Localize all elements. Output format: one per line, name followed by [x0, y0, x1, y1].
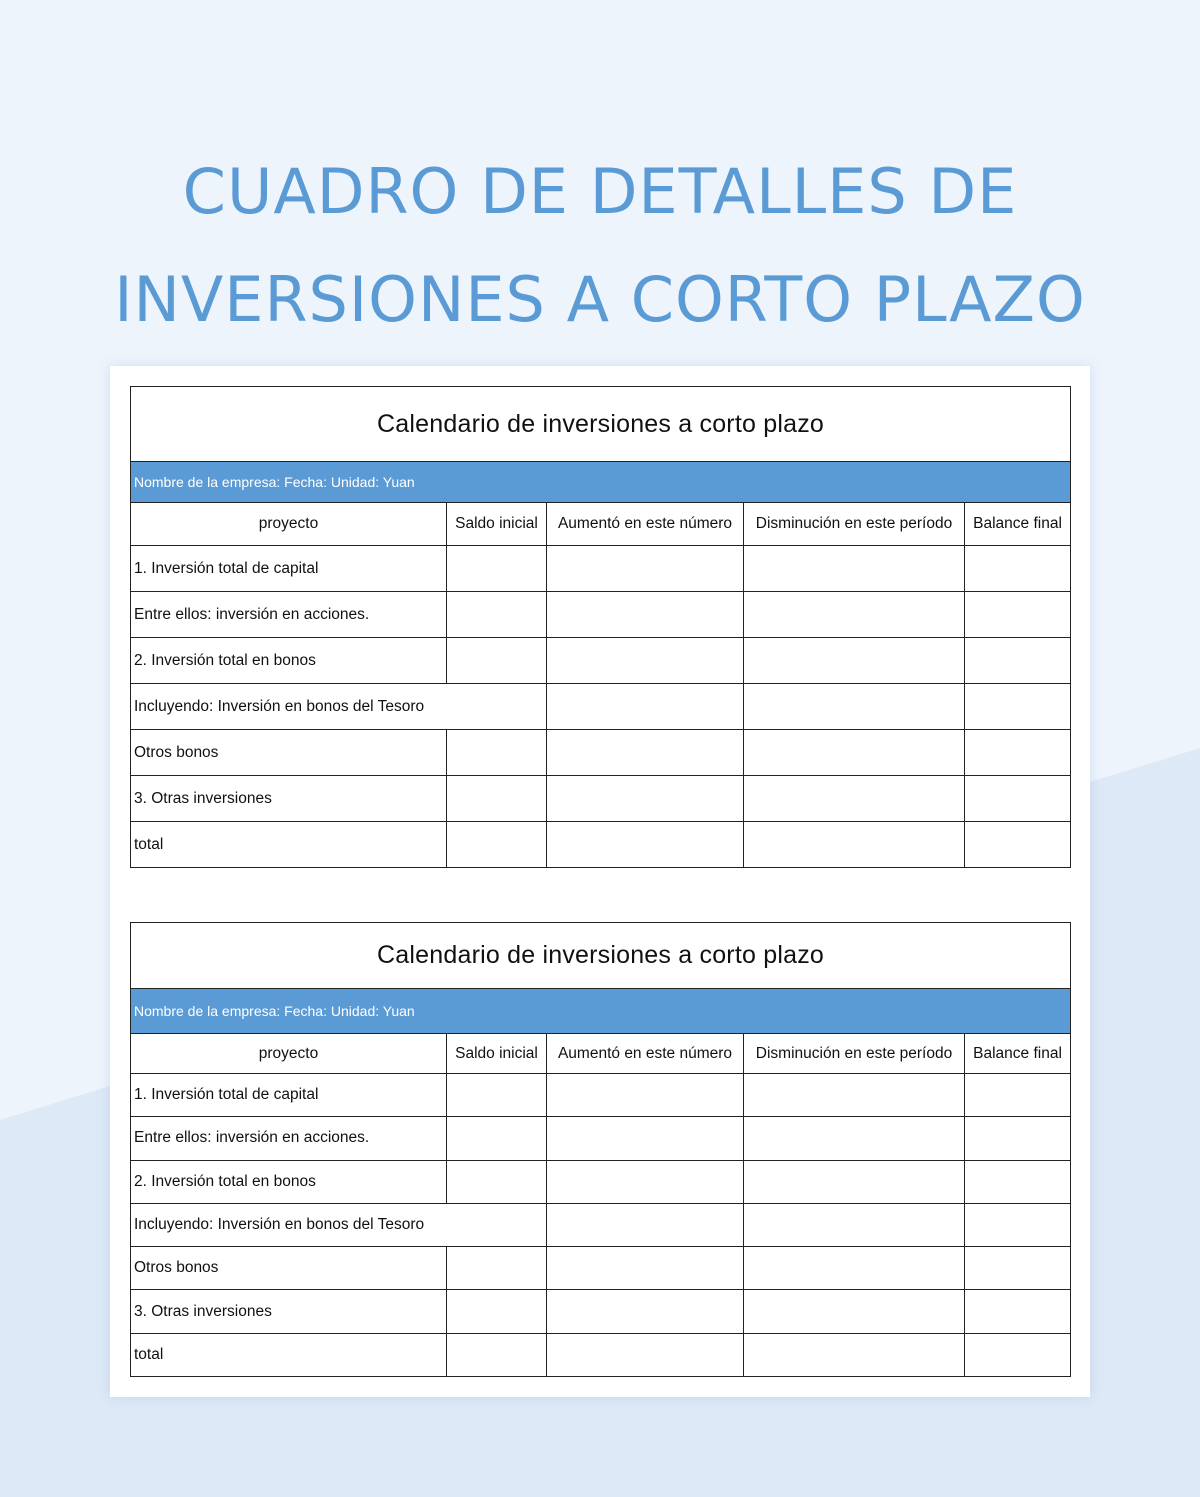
cell-disminucion[interactable]	[744, 1247, 965, 1290]
cell-aumento[interactable]	[547, 546, 744, 592]
column-header-disminucion: Disminución en este período	[744, 1034, 965, 1074]
cell-disminucion[interactable]	[744, 592, 965, 638]
cell-balance-final[interactable]	[965, 1074, 1071, 1117]
row-label: 1. Inversión total de capital	[131, 1074, 447, 1117]
cell-saldo-inicial[interactable]	[447, 776, 547, 822]
cell-disminucion[interactable]	[744, 730, 965, 776]
column-header-aumento: Aumentó en este número	[547, 1034, 744, 1074]
row-label: 2. Inversión total en bonos	[131, 1160, 447, 1203]
cell-aumento[interactable]	[547, 1290, 744, 1333]
row-label: 2. Inversión total en bonos	[131, 638, 447, 684]
cell-saldo-inicial[interactable]	[447, 592, 547, 638]
cell-disminucion[interactable]	[744, 546, 965, 592]
row-label: Incluyendo: Inversión en bonos del Tesoro	[131, 1203, 547, 1246]
row-label: Entre ellos: inversión en acciones.	[131, 1117, 447, 1160]
cell-balance-final[interactable]	[965, 684, 1071, 730]
cell-disminucion[interactable]	[744, 1290, 965, 1333]
page-title	[0, 138, 1200, 354]
cell-aumento[interactable]	[547, 684, 744, 730]
header-row	[131, 1034, 1071, 1074]
cell-balance-final[interactable]	[965, 776, 1071, 822]
cell-aumento[interactable]	[547, 1247, 744, 1290]
column-header-saldo-inicial: Saldo inicial	[447, 1034, 547, 1074]
cell-balance-final[interactable]	[965, 1290, 1071, 1333]
cell-disminucion[interactable]	[744, 776, 965, 822]
cell-saldo-inicial[interactable]	[447, 730, 547, 776]
investment-table-1	[130, 386, 1071, 868]
cell-saldo-inicial[interactable]	[447, 546, 547, 592]
table-caption: Calendario de inversiones a corto plazo	[131, 923, 1071, 989]
table-row	[131, 1203, 1071, 1246]
company-info-bar: Nombre de la empresa: Fecha: Unidad: Yuan	[131, 989, 1071, 1034]
cell-balance-final[interactable]	[965, 1333, 1071, 1376]
page-title-line-2: INVERSIONES A CORTO PLAZO	[114, 263, 1086, 336]
cell-aumento[interactable]	[547, 1203, 744, 1246]
table-row	[131, 822, 1071, 868]
cell-aumento[interactable]	[547, 1160, 744, 1203]
table-row	[131, 730, 1071, 776]
table-row	[131, 684, 1071, 730]
row-label: Otros bonos	[131, 1247, 447, 1290]
row-label: 3. Otras inversiones	[131, 776, 447, 822]
row-label: Entre ellos: inversión en acciones.	[131, 592, 447, 638]
cell-disminucion[interactable]	[744, 822, 965, 868]
cell-balance-final[interactable]	[965, 638, 1071, 684]
cell-balance-final[interactable]	[965, 1203, 1071, 1246]
table-row	[131, 1117, 1071, 1160]
table-row	[131, 638, 1071, 684]
cell-balance-final[interactable]	[965, 822, 1071, 868]
row-label: total	[131, 822, 447, 868]
cell-balance-final[interactable]	[965, 592, 1071, 638]
cell-disminucion[interactable]	[744, 1160, 965, 1203]
cell-saldo-inicial[interactable]	[447, 1333, 547, 1376]
cell-aumento[interactable]	[547, 730, 744, 776]
cell-saldo-inicial[interactable]	[447, 1160, 547, 1203]
cell-aumento[interactable]	[547, 1117, 744, 1160]
column-header-balance-final: Balance final	[965, 1034, 1071, 1074]
cell-aumento[interactable]	[547, 822, 744, 868]
table-caption: Calendario de inversiones a corto plazo	[131, 387, 1071, 462]
table-row	[131, 546, 1071, 592]
investment-table-2	[130, 922, 1071, 1377]
cell-disminucion[interactable]	[744, 638, 965, 684]
cell-aumento[interactable]	[547, 1333, 744, 1376]
cell-saldo-inicial[interactable]	[447, 1247, 547, 1290]
cell-saldo-inicial[interactable]	[447, 1074, 547, 1117]
cell-saldo-inicial[interactable]	[447, 1117, 547, 1160]
cell-saldo-inicial[interactable]	[447, 1290, 547, 1333]
table-row	[131, 1290, 1071, 1333]
column-header-proyecto: proyecto	[131, 1034, 447, 1074]
row-label: 3. Otras inversiones	[131, 1290, 447, 1333]
table-row	[131, 1333, 1071, 1376]
company-info-bar: Nombre de la empresa: Fecha: Unidad: Yuan	[131, 462, 1071, 503]
column-header-balance-final: Balance final	[965, 503, 1071, 546]
column-header-saldo-inicial: Saldo inicial	[447, 503, 547, 546]
cell-disminucion[interactable]	[744, 1333, 965, 1376]
cell-disminucion[interactable]	[744, 1203, 965, 1246]
table-row	[131, 592, 1071, 638]
column-header-disminucion: Disminución en este período	[744, 503, 965, 546]
table-row	[131, 1247, 1071, 1290]
cell-aumento[interactable]	[547, 1074, 744, 1117]
cell-balance-final[interactable]	[965, 1117, 1071, 1160]
cell-balance-final[interactable]	[965, 1160, 1071, 1203]
cell-aumento[interactable]	[547, 638, 744, 684]
cell-disminucion[interactable]	[744, 684, 965, 730]
header-row	[131, 503, 1071, 546]
cell-aumento[interactable]	[547, 776, 744, 822]
row-label: total	[131, 1333, 447, 1376]
cell-saldo-inicial[interactable]	[447, 638, 547, 684]
row-label: 1. Inversión total de capital	[131, 546, 447, 592]
page-title-line-1: CUADRO DE DETALLES DE	[182, 155, 1018, 228]
cell-disminucion[interactable]	[744, 1074, 965, 1117]
cell-balance-final[interactable]	[965, 730, 1071, 776]
cell-balance-final[interactable]	[965, 1247, 1071, 1290]
row-label: Otros bonos	[131, 730, 447, 776]
column-header-proyecto: proyecto	[131, 503, 447, 546]
cell-aumento[interactable]	[547, 592, 744, 638]
column-header-aumento: Aumentó en este número	[547, 503, 744, 546]
table-row	[131, 1160, 1071, 1203]
cell-disminucion[interactable]	[744, 1117, 965, 1160]
row-label: Incluyendo: Inversión en bonos del Tesoro	[131, 684, 547, 730]
cell-saldo-inicial[interactable]	[447, 822, 547, 868]
cell-balance-final[interactable]	[965, 546, 1071, 592]
table-row	[131, 776, 1071, 822]
table-row	[131, 1074, 1071, 1117]
